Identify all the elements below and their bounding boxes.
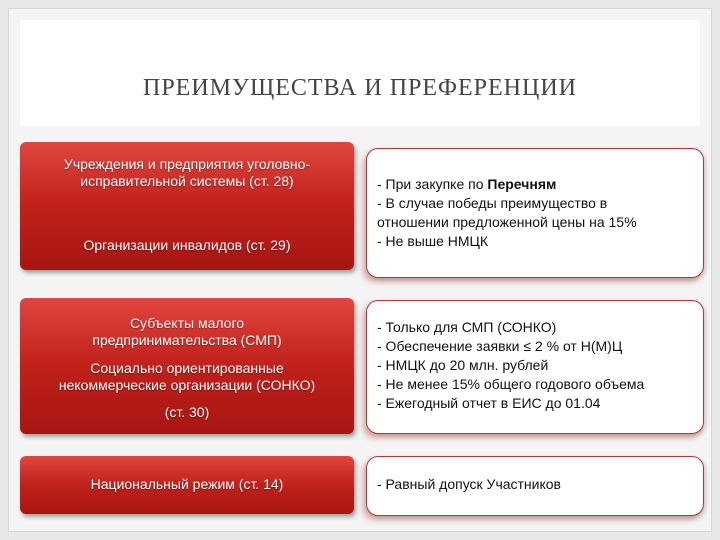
penal-line-1: Учреждения и предприятия уголовно- (63, 156, 311, 172)
sonko-line-2: некоммерческие организации (СОНКО) (58, 377, 316, 393)
penal-and-disabled-box (20, 142, 354, 270)
national-benefit-line: - Равный допуск Участников (377, 476, 561, 492)
smp-benefit-line-3: - НМЦК до 20 млн. рублей (377, 357, 549, 373)
smp-benefit-line-5: - Ежегодный отчет в ЕИС до 01.04 (377, 395, 601, 411)
slide-title: ПРЕИМУЩЕСТВА И ПРЕФЕРЕНЦИИ (143, 75, 577, 101)
smp-benefit-line-2: - Обеспечение заявки ≤ 2 % от Н(М)Ц (377, 338, 623, 354)
benefit-line-3: отношении предложенной цены на 15% (377, 214, 637, 230)
article-30-line: (ст. 30) (164, 404, 210, 420)
smp-line-1: Субъекты малого (129, 315, 245, 331)
smp-benefit-line-1: - Только для СМП (СОНКО) (377, 319, 557, 335)
smp-line-2: предпринимательства (СМП) (92, 332, 282, 348)
title-box (20, 20, 700, 126)
national-regime-box (20, 456, 354, 514)
benefit-line-4: - Не выше НМЦК (377, 233, 489, 249)
penal-line-2: исправительной системы (ст. 28) (80, 173, 294, 189)
sonko-line-1: Социально ориентированные (90, 360, 284, 376)
benefit-line-1-prefix: - При закупке по (377, 176, 488, 192)
national-regime-line: Национальный режим (ст. 14) (90, 476, 284, 492)
national-regime-benefits-box (366, 456, 704, 516)
benefit-line-1-bold: Перечням (487, 176, 557, 192)
smp-sonko-benefits-box (366, 300, 704, 434)
benefit-line-2: - В случае победы преимущество в (377, 195, 608, 211)
penal-disabled-benefits-box (366, 148, 704, 278)
benefit-line-1 (377, 175, 695, 194)
smp-sonko-box (20, 298, 354, 434)
disabled-orgs-line: Организации инвалидов (ст. 29) (83, 237, 291, 253)
smp-benefit-line-4: - Не менее 15% общего годового объема (377, 376, 645, 392)
